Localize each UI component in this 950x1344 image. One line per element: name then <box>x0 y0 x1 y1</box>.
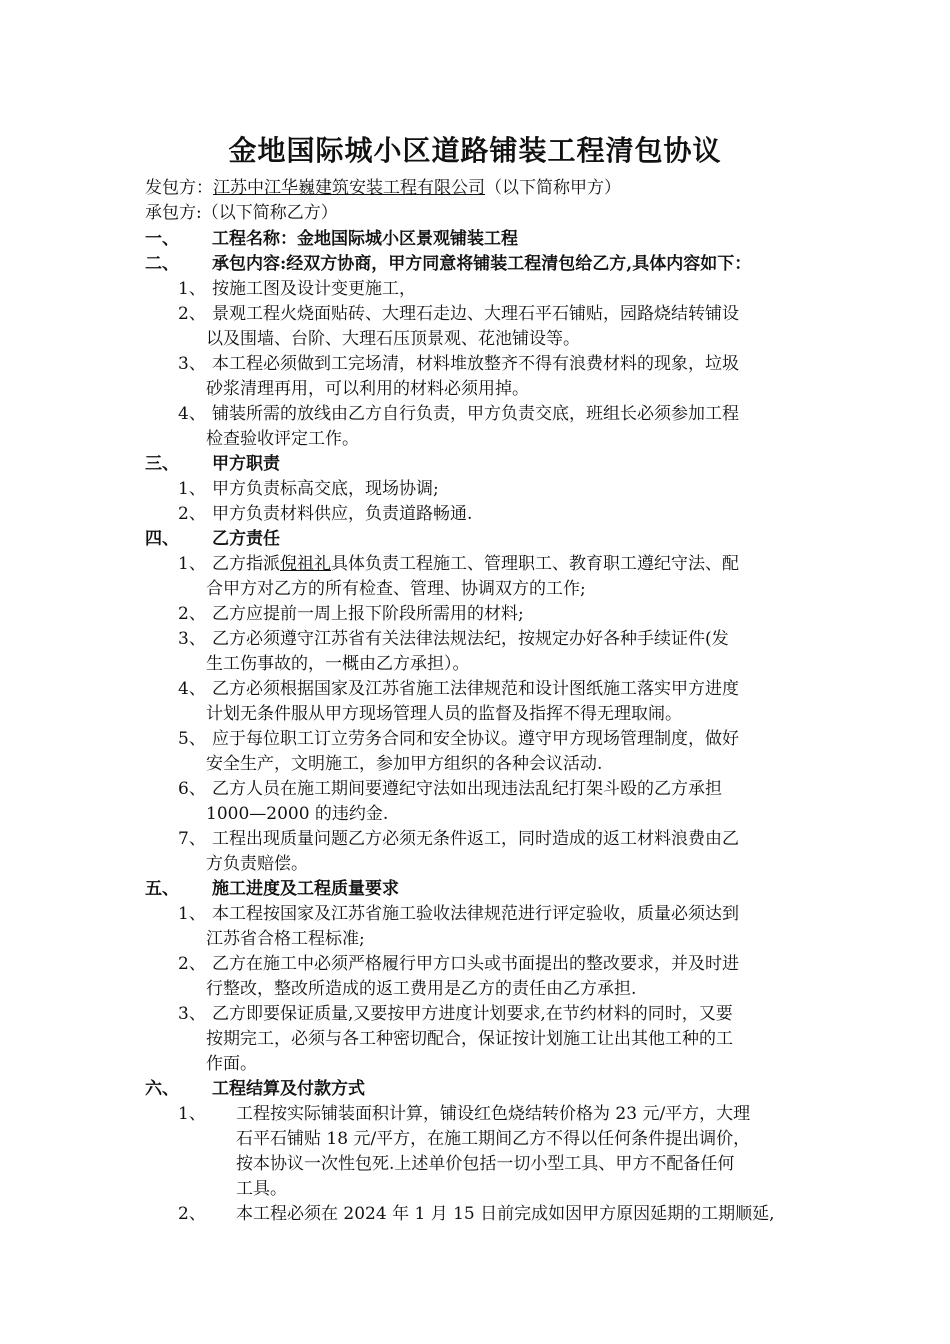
list-item-number: 1、 <box>178 1104 206 1124</box>
list-item-text: 作面。 <box>206 1054 257 1074</box>
list-item-number: 3、 <box>178 354 206 374</box>
list-item-text: 按施工图及设计变更施工， <box>212 279 416 299</box>
list-item-number: 2、 <box>178 304 206 324</box>
list-item-text: 乙方即要保证质量,又要按甲方进度计划要求,在节约材料的同时，又要 <box>212 1004 733 1024</box>
party-a-suffix: （以下简称甲方） <box>485 178 621 198</box>
list-item-number: 1、 <box>178 479 206 499</box>
list-item-text: 安全生产，文明施工，参加甲方组织的各种会议活动. <box>206 754 603 774</box>
list-item-text: 方负责赔偿。 <box>206 854 308 874</box>
section-1-number: 一、 <box>145 229 179 249</box>
list-item-text: 检查验收评定工作。 <box>206 429 359 449</box>
list-item-text: 按期完工，必须与各工种密切配合，保证按计划施工让出其他工种的工 <box>206 1029 733 1049</box>
list-item-text: 乙方人员在施工期间要遵纪守法如出现违法乱纪打架斗殴的乙方承担 <box>212 779 722 799</box>
list-item-text: 甲方负责材料供应，负责道路畅通. <box>212 504 473 524</box>
list-item-number: 6、 <box>178 779 206 799</box>
list-item-number: 3、 <box>178 629 206 649</box>
list-item-text: 工具。 <box>236 1179 287 1199</box>
party-a-label: 发包方： <box>145 178 213 198</box>
party-a-name: 江苏中江华巍建筑安装工程有限公司 <box>213 178 485 198</box>
list-item-number: 2、 <box>178 954 206 974</box>
item-text-pre: 乙方指派 <box>212 554 280 574</box>
list-item-text: 甲方负责标高交底，现场协调; <box>212 479 439 499</box>
section-2-number: 二、 <box>145 254 179 274</box>
section-6-number: 六、 <box>145 1079 179 1099</box>
list-item-text: 生工伤事故的，一概由乙方承担）。 <box>206 654 470 674</box>
list-item-text: 本工程必须做到工完场清，材料堆放整齐不得有浪费材料的现象，垃圾 <box>212 354 739 374</box>
list-item-number: 7、 <box>178 829 206 849</box>
list-item-text: 本工程按国家及江苏省施工验收法律规范进行评定验收，质量必须达到 <box>212 904 739 924</box>
section-5-number: 五、 <box>145 879 179 899</box>
section-3-title: 甲方职责 <box>212 454 280 474</box>
list-item-text: 应于每位职工订立劳务合同和安全协议。遵守甲方现场管理制度，做好 <box>212 729 739 749</box>
list-item-text: 景观工程火烧面贴砖、大理石走边、大理石平石铺贴，园路烧结转铺设 <box>212 304 739 324</box>
list-item-number: 2、 <box>178 1204 206 1224</box>
list-item-text: 石平石铺贴 18 元/平方，在施工期间乙方不得以任何条件提出调价， <box>236 1129 751 1149</box>
list-item-text: 1000—2000 的违约金. <box>206 804 389 824</box>
item-text-post: 具体负责工程施工、管理职工、教育职工遵纪守法、配 <box>331 554 739 574</box>
list-item-text: 计划无条件服从甲方现场管理人员的监督及指挥不得无理取闹。 <box>206 704 682 724</box>
list-item-number: 5、 <box>178 729 206 749</box>
list-item-text: 铺装所需的放线由乙方自行负责，甲方负责交底，班组长必须参加工程 <box>212 404 739 424</box>
section-4-title: 乙方责任 <box>212 529 280 549</box>
list-item-text: 行整改，整改所造成的返工费用是乙方的责任由乙方承担. <box>206 979 637 999</box>
list-item-number: 4、 <box>178 679 206 699</box>
section-6-title: 工程结算及付款方式 <box>212 1079 365 1099</box>
list-item-text: 乙方应提前一周上报下阶段所需用的材料; <box>212 604 524 624</box>
list-item-number: 1、 <box>178 279 206 299</box>
list-item-number: 1、 <box>178 904 206 924</box>
section-4-number: 四、 <box>145 529 179 549</box>
list-item-text: 江苏省合格工程标准; <box>206 929 365 949</box>
list-item-number: 4、 <box>178 404 206 424</box>
list-item-text: 砂浆清理再用，可以利用的材料必须用掉。 <box>206 379 529 399</box>
section-3-number: 三、 <box>145 454 179 474</box>
section-1-title: 工程名称：金地国际城小区景观铺装工程 <box>212 229 518 249</box>
list-item-text <box>212 552 739 577</box>
list-item-text: 工程出现质量问题乙方必须无条件返工，同时造成的返工材料浪费由乙 <box>212 829 739 849</box>
list-item-text: 乙方必须遵守江苏省有关法律法规法纪，按规定办好各种手续证件(发 <box>212 629 729 649</box>
section-5-title: 施工进度及工程质量要求 <box>212 879 399 899</box>
party-b-line: 承包方:（以下简称乙方） <box>145 203 338 223</box>
list-item-text: 本工程必须在 2024 年 1 月 15 日前完成如因甲方原因延期的工期顺延, <box>236 1204 775 1224</box>
list-item-number: 2、 <box>178 604 206 624</box>
list-item-text: 按本协议一次性包死.上述单价包括一切小型工具、甲方不配备任何 <box>236 1154 735 1174</box>
list-item-text: 乙方必须根据国家及江苏省施工法律规范和设计图纸施工落实甲方进度 <box>212 679 739 699</box>
list-item-number: 2、 <box>178 504 206 524</box>
list-item-text: 以及围墙、台阶、大理石压顶景观、花池铺设等。 <box>206 329 580 349</box>
party-a-line <box>145 176 621 201</box>
list-item-number: 1、 <box>178 554 206 574</box>
list-item-text: 工程按实际铺装面积计算，铺设红色烧结转价格为 23 元/平方，大理 <box>236 1104 751 1124</box>
list-item-text: 乙方在施工中必须严格履行甲方口头或书面提出的整改要求，并及时进 <box>212 954 739 974</box>
contractor-name: 倪祖礼 <box>280 554 331 574</box>
list-item-number: 3、 <box>178 1004 206 1024</box>
list-item-text: 合甲方对乙方的所有检查、管理、协调双方的工作; <box>206 579 586 599</box>
document-title: 金地国际城小区道路铺装工程清包协议 <box>228 134 722 167</box>
section-2-title: 承包内容:经双方协商，甲方同意将铺装工程清包给乙方,具体内容如下： <box>212 254 752 274</box>
